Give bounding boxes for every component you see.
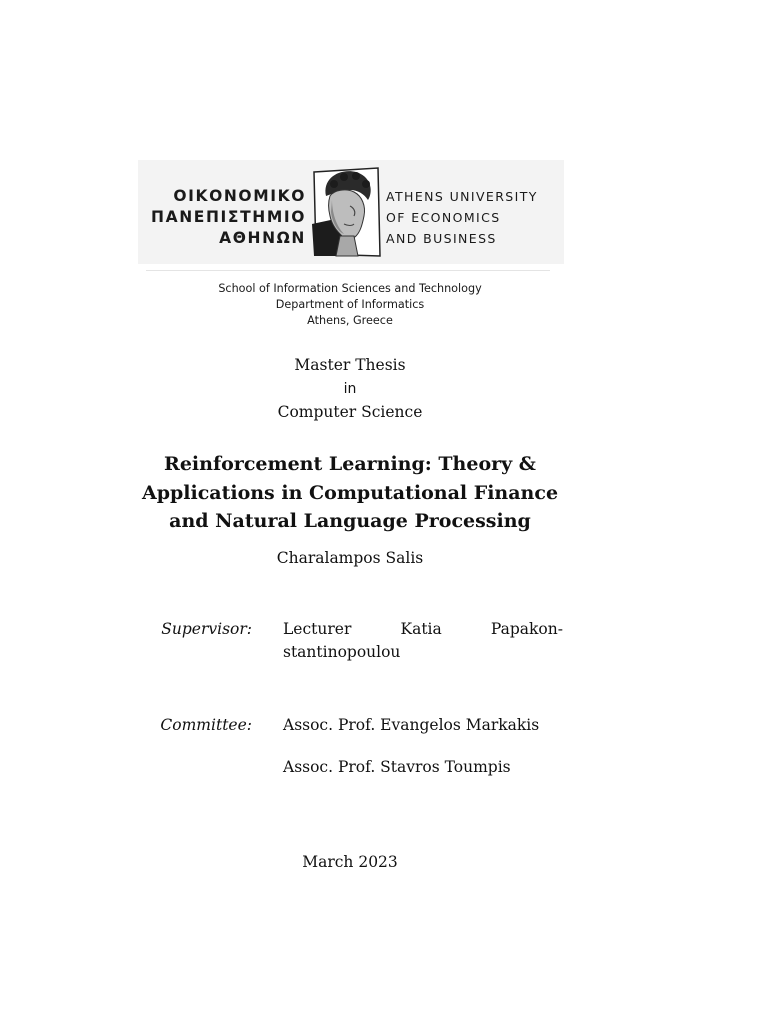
title-line: Applications in Computational Finance [141, 481, 559, 504]
committee-label: Committee: [160, 716, 252, 734]
logo-english-line: AND BUSINESS [386, 231, 497, 246]
department-name: Department of Informatics [275, 298, 425, 311]
supervisor-word: Lecturer [283, 620, 352, 638]
degree-type: Master Thesis [294, 356, 406, 374]
logo-english-name [386, 186, 538, 249]
supervisor-word: Papakon- [490, 620, 563, 638]
supervisor-name [283, 618, 563, 664]
logo-english-line: OF ECONOMICS [386, 210, 501, 225]
committee-member: Assoc. Prof. Evangelos Markakis [283, 716, 540, 734]
logo-greek-line: ΠΑΝΕΠΙΣΤΗΜΙΟ [151, 208, 306, 226]
school-info [0, 281, 700, 329]
school-name: School of Information Sciences and Technology [218, 282, 482, 295]
logo-greek-line: ΑΘΗΝΩΝ [219, 229, 306, 247]
title-line: and Natural Language Processing [169, 510, 531, 532]
title-line: Reinforcement Learning: Theory & [164, 453, 536, 475]
classical-head-emblem-icon [310, 166, 382, 258]
supervisor-line [283, 618, 563, 641]
supervisor-label: Supervisor: [161, 620, 252, 638]
supervisor-word: Katia [400, 620, 442, 638]
degree-in: in [343, 380, 357, 397]
submission-date: March 2023 [302, 853, 398, 871]
author-name: Charalampos Salis [276, 549, 424, 567]
logo-greek-name [151, 186, 306, 249]
committee-member: Assoc. Prof. Stavros Toumpis [283, 758, 511, 776]
degree-field: Computer Science [277, 403, 423, 421]
logo-english-line: ATHENS UNIVERSITY [386, 189, 538, 204]
supervisor-line: stantinopoulou [283, 643, 401, 661]
logo-greek-line: ΟΙΚΟΝΟΜΙΚΟ [173, 187, 306, 205]
thesis-title [120, 450, 580, 536]
university-logo [138, 160, 564, 264]
logo-divider [146, 270, 550, 271]
location: Athens, Greece [307, 314, 393, 327]
degree-info [0, 354, 700, 425]
